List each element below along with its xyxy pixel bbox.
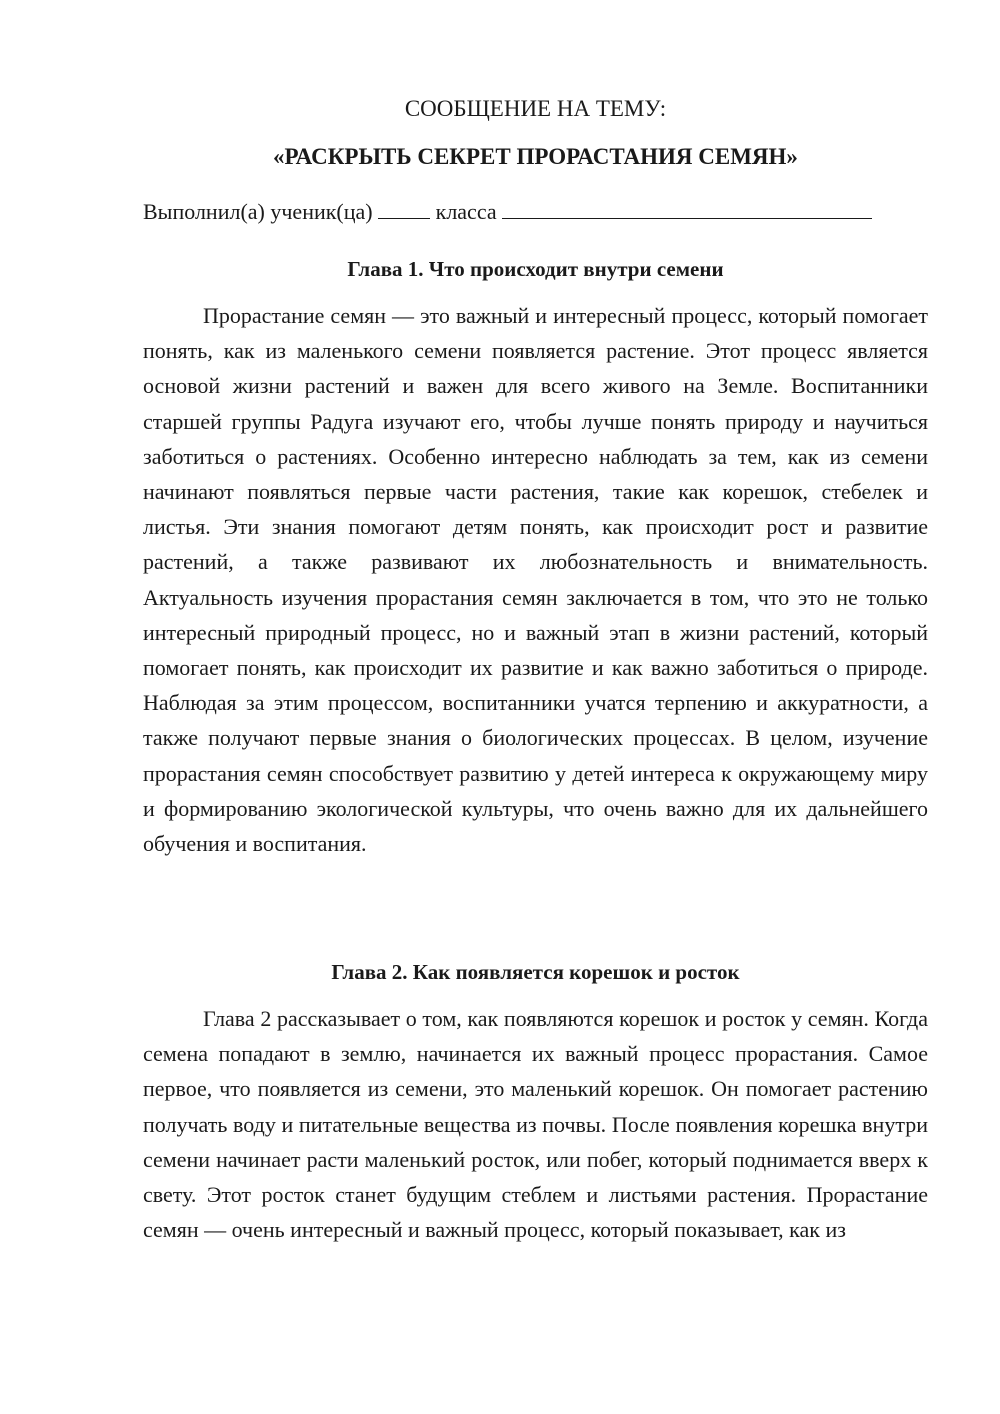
student-name-blank xyxy=(502,198,872,219)
chapter-1-heading: Глава 1. Что происходит внутри семени xyxy=(347,257,724,281)
chapter-1-paragraph: Прорастание семян — это важный и интересный процесс, который помогает понять, как из маленького семени появляется растение. Этот процесс является основой жизни растений и важен для всего живого на Земле. Воспитанники старшей группы Радуга изучают его, чтобы лучше понять природу и научиться заботиться о растениях. Особенно интересно наблюдать за тем, как из семени начинают появляться первые части растения, такие как корешок, стебелек и листья. Эти знания помогают детям понять, как происходит рост и развитие растений, а также развивают их любознательность и внимательность. Актуальность изучения прорастания семян заключается в том, что это не только интересный природный процесс, но и важный этап в жизни растений, который помогает понять, как происходит их развитие и как важно заботиться о природе. Наблюдая за этим процессом, воспитанники учатся терпению и аккуратности, а также получают первые знания о биологических процессах. В целом, изучение прорастания семян способствует развитию у детей интереса к окружающему миру и формированию экологической культуры, что очень важно для их дальнейшего обучения и воспитания. xyxy=(143,303,928,857)
document-title-main: «РАСКРЫТЬ СЕКРЕТ ПРОРАСТАНИЯ СЕМЯН» xyxy=(273,144,798,169)
byline-student-label: Выполнил(а) ученик(ца) xyxy=(143,199,373,224)
document-title-topic: СООБЩЕНИЕ НА ТЕМУ: xyxy=(404,96,667,121)
chapter-2-heading: Глава 2. Как появляется корешок и росток xyxy=(331,960,740,984)
chapter-2-paragraph: Глава 2 рассказывает о том, как появляются корешок и росток у семян. Когда семена попадают в землю, начинается их важный процесс прорастания. Самое первое, что появляется из семени, это маленький корешок. Он помогает растению получать воду и питательные вещества из почвы. После появления корешка внутри семени начинает расти маленький росток, или побег, который поднимается вверх к свету. Этот росток станет будущим стеблем и листьями растения. Прорастание семян — очень интересный и важный процесс, который показывает, как из xyxy=(143,1006,928,1243)
author-byline xyxy=(143,197,928,227)
byline-class-label: класса xyxy=(435,199,497,224)
class-number-blank xyxy=(378,198,430,219)
